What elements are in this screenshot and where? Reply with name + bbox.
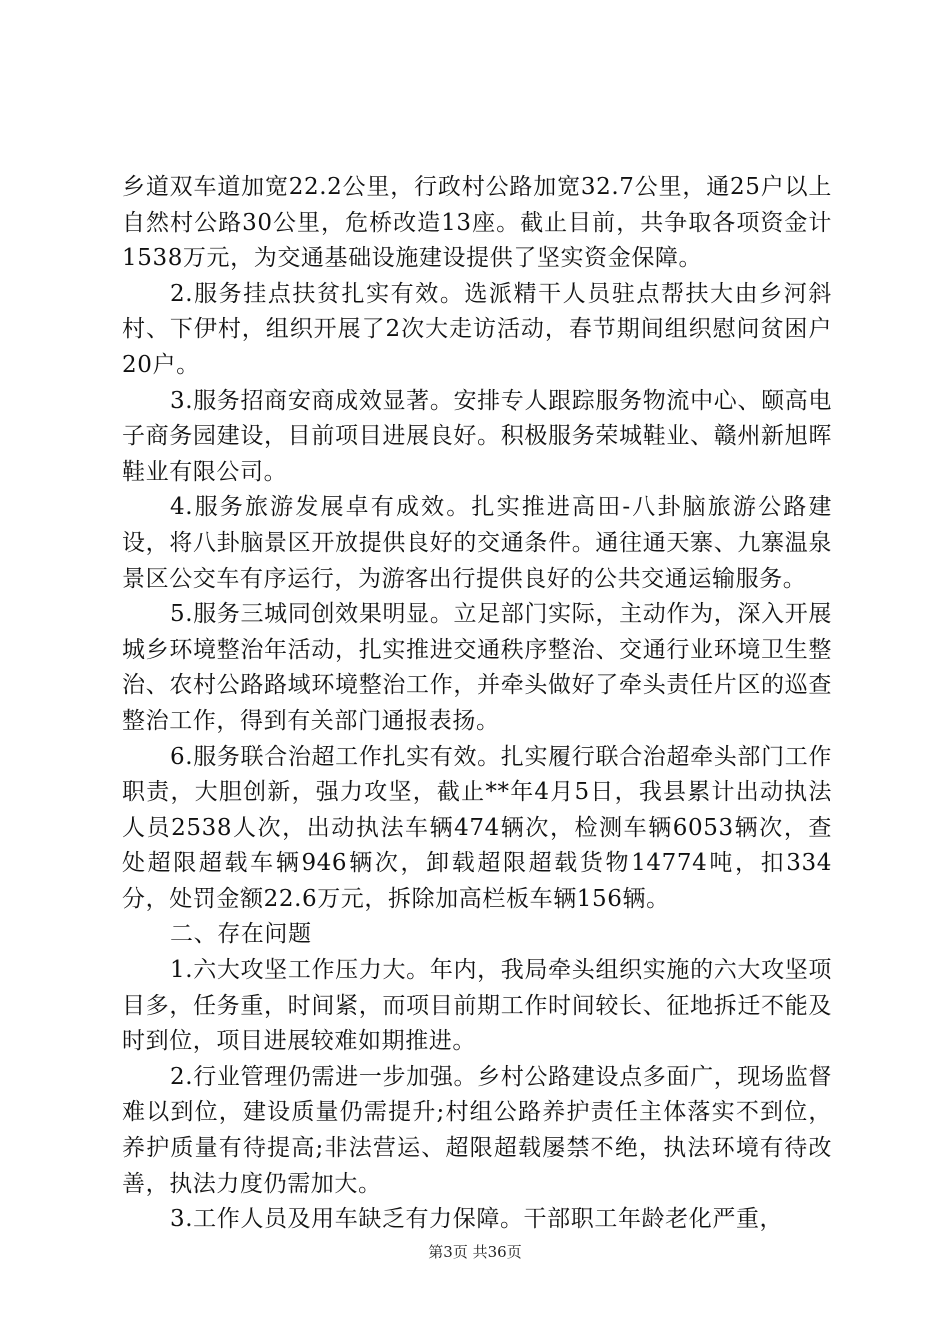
paragraph-9: 3.工作人员及用车缺乏有力保障。干部职工年龄老化严重，	[170, 1206, 784, 1233]
document-body	[122, 170, 832, 1238]
paragraph-3: 3.服务招商安商成效显著。安排专人跟踪服务物流中心、颐高电子商务园建设，目前项目进展良好。积极服务荣城鞋业、赣州新旭晖鞋业有限公司。	[122, 387, 832, 485]
page-number-footer: 第3页 共36页	[428, 1243, 522, 1261]
paragraph-2: 2.服务挂点扶贫扎实有效。选派精干人员驻点帮扶大由乡河斜村、下伊村，组织开展了2次大走访活动，春节期间组织慰问贫困户20户。	[122, 280, 832, 378]
paragraph-7: 1.六大攻坚工作压力大。年内，我局牵头组织实施的六大攻坚项目多，任务重，时间紧，而项目前期工作时间较长、征地拆迁不能及时到位，项目进展较难如期推进。	[122, 957, 832, 1055]
paragraph-5: 5.服务三城同创效果明显。立足部门实际，主动作为，深入开展城乡环境整治年活动，扎实推进交通秩序整治、交通行业环境卫生整治、农村公路路域环境整治工作，并牵头做好了牵头责任片区的巡查整治工作，得到有关部门通报表扬。	[122, 601, 832, 734]
paragraph-6: 6.服务联合治超工作扎实有效。扎实履行联合治超牵头部门工作职责，大胆创新，强力攻坚，截止**年4月5日，我县累计出动执法人员2538人次，出动执法车辆474辆次，检测车辆6053辆次，查处超限超载车辆946辆次，卸载超限超载货物14774吨，扣334分，处罚金额22.6万元，拆除加高栏板车辆156辆。	[122, 743, 832, 912]
paragraph-4: 4.服务旅游发展卓有成效。扎实推进高田-八卦脑旅游公路建设，将八卦脑景区开放提供良好的交通条件。通往通天寨、九寨温泉景区公交车有序运行，为游客出行提供良好的公共交通运输服务。	[122, 494, 832, 592]
section-heading: 二、存在问题	[170, 921, 312, 948]
paragraph-8: 2.行业管理仍需进一步加强。乡村公路建设点多面广，现场监督难以到位，建设质量仍需提升;村组公路养护责任主体落实不到位，养护质量有待提高;非法营运、超限超载屡禁不绝，执法环境有待改善，执法力度仍需加大。	[122, 1063, 832, 1197]
paragraph-1: 乡道双车道加宽22.2公里，行政村公路加宽32.7公里，通25户以上自然村公路30公里，危桥改造13座。截止目前，共争取各项资金计1538万元，为交通基础设施建设提供了坚实资金保障。	[122, 174, 832, 272]
